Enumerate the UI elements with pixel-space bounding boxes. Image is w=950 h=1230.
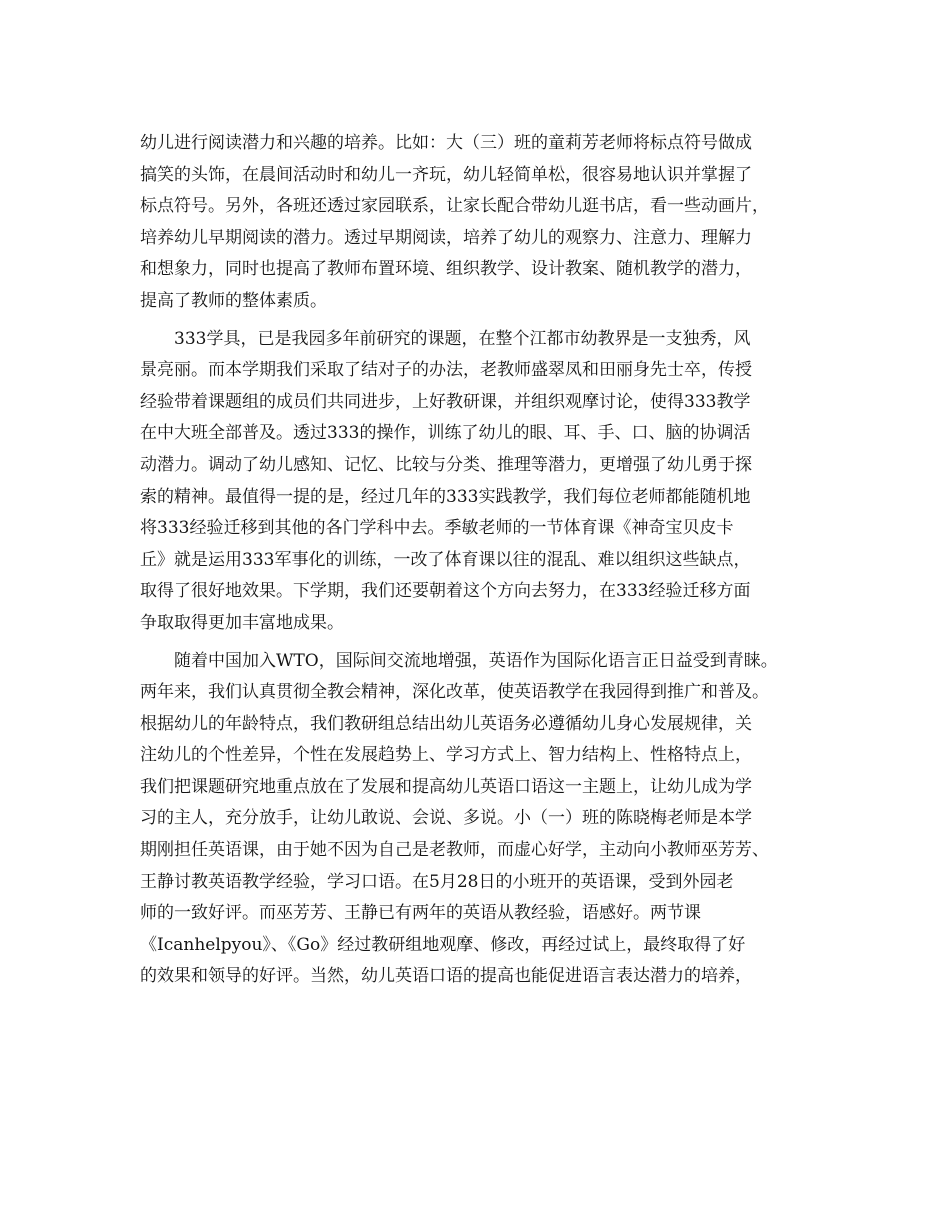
text-line: 丘》就是运用333军事化的训练，一改了体育课以往的混乱、难以组织这些缺点， — [140, 549, 751, 570]
text-line: 和想象力，同时也提高了教师布置环境、组织教学、设计教案、随机教学的潜力， — [140, 259, 752, 280]
text-line: 争取取得更加丰富地成果。 — [140, 612, 344, 633]
paragraph-reading — [140, 128, 820, 318]
text-line: 王静讨教英语教学经验，学习口语。在5月28日的小班开的英语课，受到外园老 — [140, 871, 734, 892]
text-line: 师的一致好评。而巫芳芳、王静已有两年的英语从教经验，语感好。两节课 — [140, 903, 701, 924]
text-line: 动潜力。调动了幼儿感知、记忆、比较与分类、推理等潜力，更增强了幼儿勇于探 — [140, 454, 752, 475]
text-line: 随着中国加入WTO，国际间交流地增强，英语作为国际化语言正日益受到青睐。 — [174, 650, 778, 671]
text-line: 索的精神。最值得一提的是，经过几年的333实践教学，我们每位老师都能随机地 — [140, 486, 751, 507]
paragraph-english — [140, 646, 820, 994]
text-line: 将333经验迁移到其他的各门学科中去。季敏老师的一节体育课《神奇宝贝皮卡 — [140, 518, 734, 539]
text-line: 经验带着课题组的成员们共同进步，上好教研课，并组织观摩讨论，使得333教学 — [140, 391, 751, 412]
text-line: 注幼儿的个性差异，个性在发展趋势上、学习方式上、智力结构上、性格特点上， — [140, 745, 752, 766]
text-line: 提高了教师的整体素质。 — [140, 290, 327, 311]
text-line: 333学具，已是我园多年前研究的课题，在整个江都市幼教界是一支独秀，风 — [174, 328, 751, 349]
text-line: 根据幼儿的年龄特点，我们教研组总结出幼儿英语务必遵循幼儿身心发展规律，关 — [140, 713, 752, 734]
text-line: 习的主人，充分放手，让幼儿敢说、会说、多说。小（一）班的陈晓梅老师是本学 — [140, 808, 752, 829]
text-line: 搞笑的头饰，在晨间活动时和幼儿一齐玩，幼儿轻简单松，很容易地认识并掌握了 — [140, 164, 752, 185]
text-line: 取得了很好地效果。下学期，我们还要朝着这个方向去努力，在333经验迁移方面 — [140, 581, 751, 602]
text-line: 两年来，我们认真贯彻全教会精神，深化改革，使英语教学在我园得到推广和普及。 — [140, 682, 769, 703]
text-line: 的效果和领导的好评。当然，幼儿英语口语的提高也能促进语言表达潜力的培养， — [140, 966, 752, 987]
text-line: 期刚担任英语课，由于她不因为自己是老教师，而虚心好学，主动向小教师巫芳芳、 — [140, 840, 769, 861]
text-line: 在中大班全部普及。透过333的操作，训练了幼儿的眼、耳、手、口、脑的协调活 — [140, 423, 751, 444]
text-line: 景亮丽。而本学期我们采取了结对子的办法，老教师盛翠凤和田丽身先士卒，传授 — [140, 360, 752, 381]
text-line: 培养幼儿早期阅读的潜力。透过早期阅读，培养了幼儿的观察力、注意力、理解力 — [140, 227, 752, 248]
document-body — [140, 128, 820, 993]
text-line: 幼儿进行阅读潜力和兴趣的培养。比如：大（三）班的童莉芳老师将标点符号做成 — [140, 133, 752, 153]
text-line: 标点符号。另外，各班还透过家园联系，让家长配合带幼儿逛书店，看一些动画片， — [140, 196, 769, 217]
paragraph-333 — [140, 324, 820, 640]
text-line: 《Icanhelpyou》、《Go》经过教研组地观摩、修改，再经过试上，最终取得了好 — [140, 934, 746, 955]
text-line: 我们把课题研究地重点放在了发展和提高幼儿英语口语这一主题上，让幼儿成为学 — [140, 776, 752, 797]
